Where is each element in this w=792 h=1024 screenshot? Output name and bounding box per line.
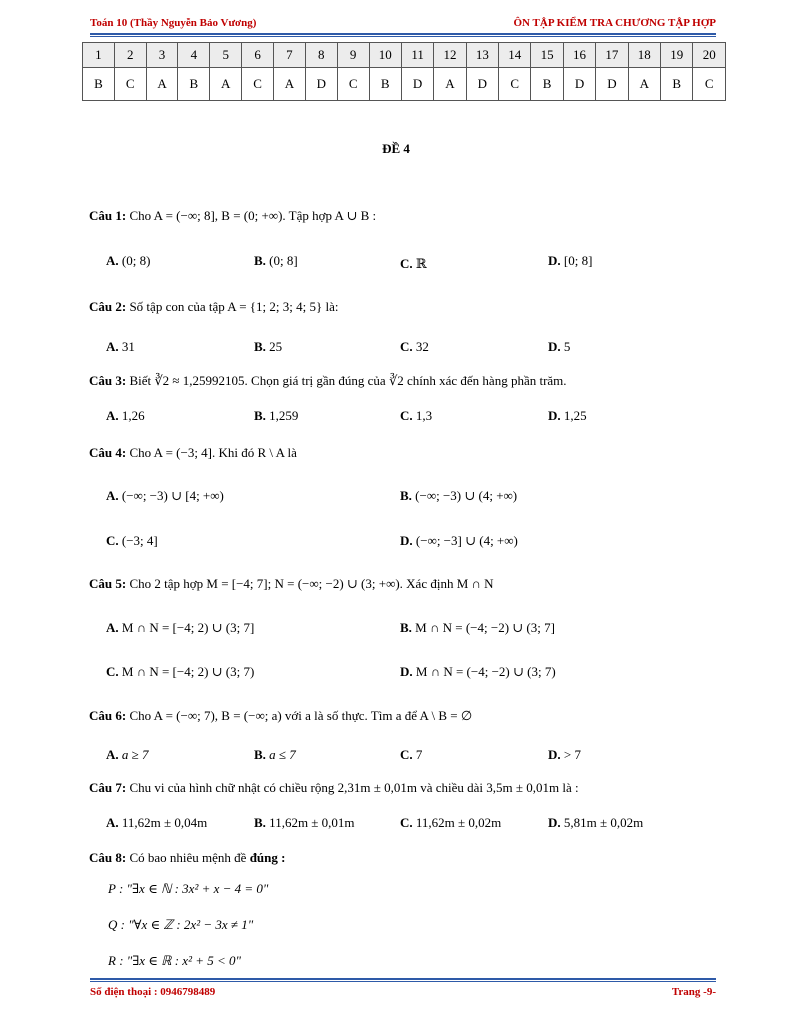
table-cell: 16	[563, 43, 595, 68]
question-text: Số tập con của tập A = {1; 2; 3; 4; 5} là:	[129, 299, 339, 314]
question-8	[89, 850, 285, 866]
option-label: D.	[548, 815, 561, 830]
q4-option-d	[400, 533, 518, 549]
table-cell: 6	[242, 43, 274, 68]
option-text: 11,62m ± 0,01m	[269, 815, 355, 830]
option-label: C.	[400, 339, 413, 354]
q3-option-c	[400, 408, 432, 424]
table-cell: B	[661, 68, 693, 101]
table-cell: 9	[337, 43, 369, 68]
table-cell: D	[596, 68, 628, 101]
table-cell: A	[146, 68, 178, 101]
option-label: C.	[106, 664, 119, 679]
question-label: Câu 7:	[89, 780, 127, 795]
option-text: 11,62m ± 0,04m	[121, 815, 208, 830]
answer-table	[82, 42, 726, 101]
option-text: M ∩ N = [−4; 2) ∪ (3; 7)	[121, 664, 255, 679]
question-1	[89, 208, 376, 224]
q2-option-b	[254, 339, 282, 355]
option-text: a ≥ 7	[121, 747, 149, 762]
option-text: 7	[415, 747, 423, 762]
header-rule	[90, 33, 716, 35]
table-cell: 2	[114, 43, 146, 68]
question-text: Chu vi của hình chữ nhật có chiều rộng 2,31m ± 0,01m và chiều dài 3,5m ± 0,01m là :	[129, 780, 579, 795]
header-right: ÔN TẬP KIỂM TRA CHƯƠNG TẬP HỢP	[513, 17, 716, 29]
q2-option-d	[548, 339, 570, 355]
q7-option-a	[106, 815, 207, 831]
option-text: 1,25	[563, 408, 587, 423]
option-label: A.	[106, 620, 119, 635]
table-cell: C	[337, 68, 369, 101]
option-label: B.	[400, 620, 412, 635]
table-cell: 18	[628, 43, 660, 68]
question-text: Cho A = (−∞; 8], B = (0; +∞). Tập hợp A ∪ B :	[129, 208, 377, 223]
option-label: C.	[400, 408, 413, 423]
option-text: 31	[121, 339, 135, 354]
table-cell: B	[83, 68, 115, 101]
table-cell: 1	[83, 43, 115, 68]
question-label: Câu 3:	[89, 373, 127, 388]
option-text: (−3; 4]	[121, 533, 158, 548]
table-cell: C	[693, 68, 726, 101]
answer-table-number-row	[83, 43, 726, 68]
page-header	[90, 17, 716, 33]
table-cell: C	[499, 68, 531, 101]
table-cell: D	[466, 68, 498, 101]
option-label: C.	[400, 747, 413, 762]
q2-option-a	[106, 339, 135, 355]
option-label: D.	[548, 408, 561, 423]
option-label: C.	[106, 533, 119, 548]
question-5	[89, 576, 494, 592]
option-text: M ∩ N = [−4; 2) ∪ (3; 7]	[121, 620, 255, 635]
option-label: C.	[400, 256, 413, 271]
table-cell: C	[114, 68, 146, 101]
q1-option-d	[548, 253, 592, 269]
table-cell: A	[434, 68, 466, 101]
table-cell: 20	[693, 43, 726, 68]
q6-option-a	[106, 747, 149, 763]
option-text: 11,62m ± 0,02m	[415, 815, 502, 830]
table-cell: A	[273, 68, 305, 101]
option-text: (−∞; −3) ∪ (4; +∞)	[415, 488, 518, 503]
option-text: a ≤ 7	[269, 747, 296, 762]
question-3	[89, 373, 567, 389]
option-text: 1,3	[415, 408, 433, 423]
table-cell: B	[531, 68, 563, 101]
exam-title: ĐỀ 4	[382, 141, 410, 156]
q1-option-b	[254, 253, 298, 269]
q1-option-c	[400, 256, 427, 272]
question-2	[89, 299, 338, 315]
table-cell: D	[401, 68, 433, 101]
q5-option-a	[106, 620, 254, 636]
footer-phone: Số điện thoại : 0946798489	[90, 986, 216, 998]
q3-option-a	[106, 408, 145, 424]
q4-option-b	[400, 488, 517, 504]
option-text: 32	[415, 339, 429, 354]
option-text: [0; 8]	[563, 253, 593, 268]
question-label: Câu 4:	[89, 445, 127, 460]
table-cell: 3	[146, 43, 178, 68]
option-text: 1,259	[269, 408, 299, 423]
q7-option-c	[400, 815, 501, 831]
table-cell: B	[369, 68, 401, 101]
q1-option-a	[106, 253, 150, 269]
q3-option-b	[254, 408, 298, 424]
table-cell: A	[210, 68, 242, 101]
q6-option-b	[254, 747, 296, 763]
option-text: (−∞; −3] ∪ (4; +∞)	[415, 533, 518, 548]
statement-q: Q : "∀x ∈ ℤ : 2x² − 3x ≠ 1"	[108, 917, 254, 932]
answer-table-answer-row	[83, 68, 726, 101]
q5-option-c	[106, 664, 254, 680]
table-cell: D	[563, 68, 595, 101]
table-cell: 8	[305, 43, 337, 68]
q7-option-d	[548, 815, 643, 831]
option-text: 25	[269, 339, 283, 354]
question-text: Cho 2 tập hợp M = [−4; 7]; N = (−∞; −2) ∪ (3; +∞). Xác định M ∩ N	[129, 576, 494, 591]
option-label: B.	[400, 488, 412, 503]
question-label: Câu 2:	[89, 299, 127, 314]
table-cell: 15	[531, 43, 563, 68]
option-text: (−∞; −3) ∪ [4; +∞)	[121, 488, 224, 503]
option-label: A.	[106, 339, 119, 354]
option-label: D.	[548, 339, 561, 354]
question-text-emphasis: đúng :	[249, 850, 286, 865]
question-label: Câu 5:	[89, 576, 127, 591]
option-label: D.	[400, 533, 413, 548]
option-text: > 7	[563, 747, 581, 762]
option-label: B.	[254, 408, 266, 423]
option-label: B.	[254, 339, 266, 354]
question-6	[89, 708, 472, 724]
q3-option-d	[548, 408, 587, 424]
header-left: Toán 10 (Thầy Nguyễn Bảo Vương)	[90, 17, 257, 29]
question-label: Câu 8:	[89, 850, 127, 865]
question-label: Câu 1:	[89, 208, 127, 223]
table-cell: 5	[210, 43, 242, 68]
table-cell: 12	[434, 43, 466, 68]
question-4	[89, 445, 297, 461]
table-cell: B	[178, 68, 210, 101]
option-text: 5	[563, 339, 571, 354]
option-label: B.	[254, 747, 266, 762]
option-label: A.	[106, 747, 119, 762]
option-text: (0; 8]	[269, 253, 298, 268]
option-label: D.	[400, 664, 413, 679]
footer-rule	[90, 978, 716, 980]
option-text: 5,81m ± 0,02m	[563, 815, 644, 830]
question-text: Cho A = (−∞; 7), B = (−∞; a) với a là số thực. Tìm a để A \ B = ∅	[129, 708, 473, 723]
question-text: Cho A = (−3; 4]. Khi đó R \ A là	[129, 445, 297, 460]
option-label: A.	[106, 488, 119, 503]
option-label: C.	[400, 815, 413, 830]
footer-page-number: Trang -9-	[671, 986, 716, 998]
q7-option-b	[254, 815, 355, 831]
question-text: Biết ∛2 ≈ 1,25992105. Chọn giá trị gần đúng của ∛2 chính xác đến hàng phần trăm.	[129, 373, 567, 388]
option-text: M ∩ N = (−4; −2) ∪ (3; 7]	[415, 620, 555, 635]
table-cell: 17	[596, 43, 628, 68]
statement-p: P : "∃x ∈ ℕ : 3x² + x − 4 = 0"	[108, 881, 269, 896]
option-label: B.	[254, 253, 266, 268]
option-label: D.	[548, 253, 561, 268]
table-cell: C	[242, 68, 274, 101]
header-rule-thin	[90, 36, 716, 37]
table-cell: A	[628, 68, 660, 101]
table-cell: 11	[401, 43, 433, 68]
option-label: A.	[106, 408, 119, 423]
option-text: (0; 8)	[121, 253, 151, 268]
table-cell: 4	[178, 43, 210, 68]
table-cell: 19	[661, 43, 693, 68]
table-cell: 14	[499, 43, 531, 68]
option-label: D.	[548, 747, 561, 762]
table-cell: 13	[466, 43, 498, 68]
table-cell: D	[305, 68, 337, 101]
table-cell: 10	[369, 43, 401, 68]
q6-option-c	[400, 747, 422, 763]
q5-option-d	[400, 664, 556, 680]
question-label: Câu 6:	[89, 708, 127, 723]
q4-option-c	[106, 533, 158, 549]
q6-option-d	[548, 747, 581, 763]
table-cell: 7	[273, 43, 305, 68]
option-text: ℝ	[415, 256, 427, 271]
footer-rule-thin	[90, 981, 716, 982]
option-text: 1,26	[121, 408, 145, 423]
statement-r: R : "∃x ∈ ℝ : x² + 5 < 0"	[108, 953, 241, 968]
q4-option-a	[106, 488, 224, 504]
question-7	[89, 780, 579, 796]
question-text: Có bao nhiêu mệnh đề	[129, 850, 247, 865]
option-text: M ∩ N = (−4; −2) ∪ (3; 7)	[415, 664, 556, 679]
option-label: A.	[106, 253, 119, 268]
q2-option-c	[400, 339, 429, 355]
option-label: B.	[254, 815, 266, 830]
option-label: A.	[106, 815, 119, 830]
q5-option-b	[400, 620, 555, 636]
